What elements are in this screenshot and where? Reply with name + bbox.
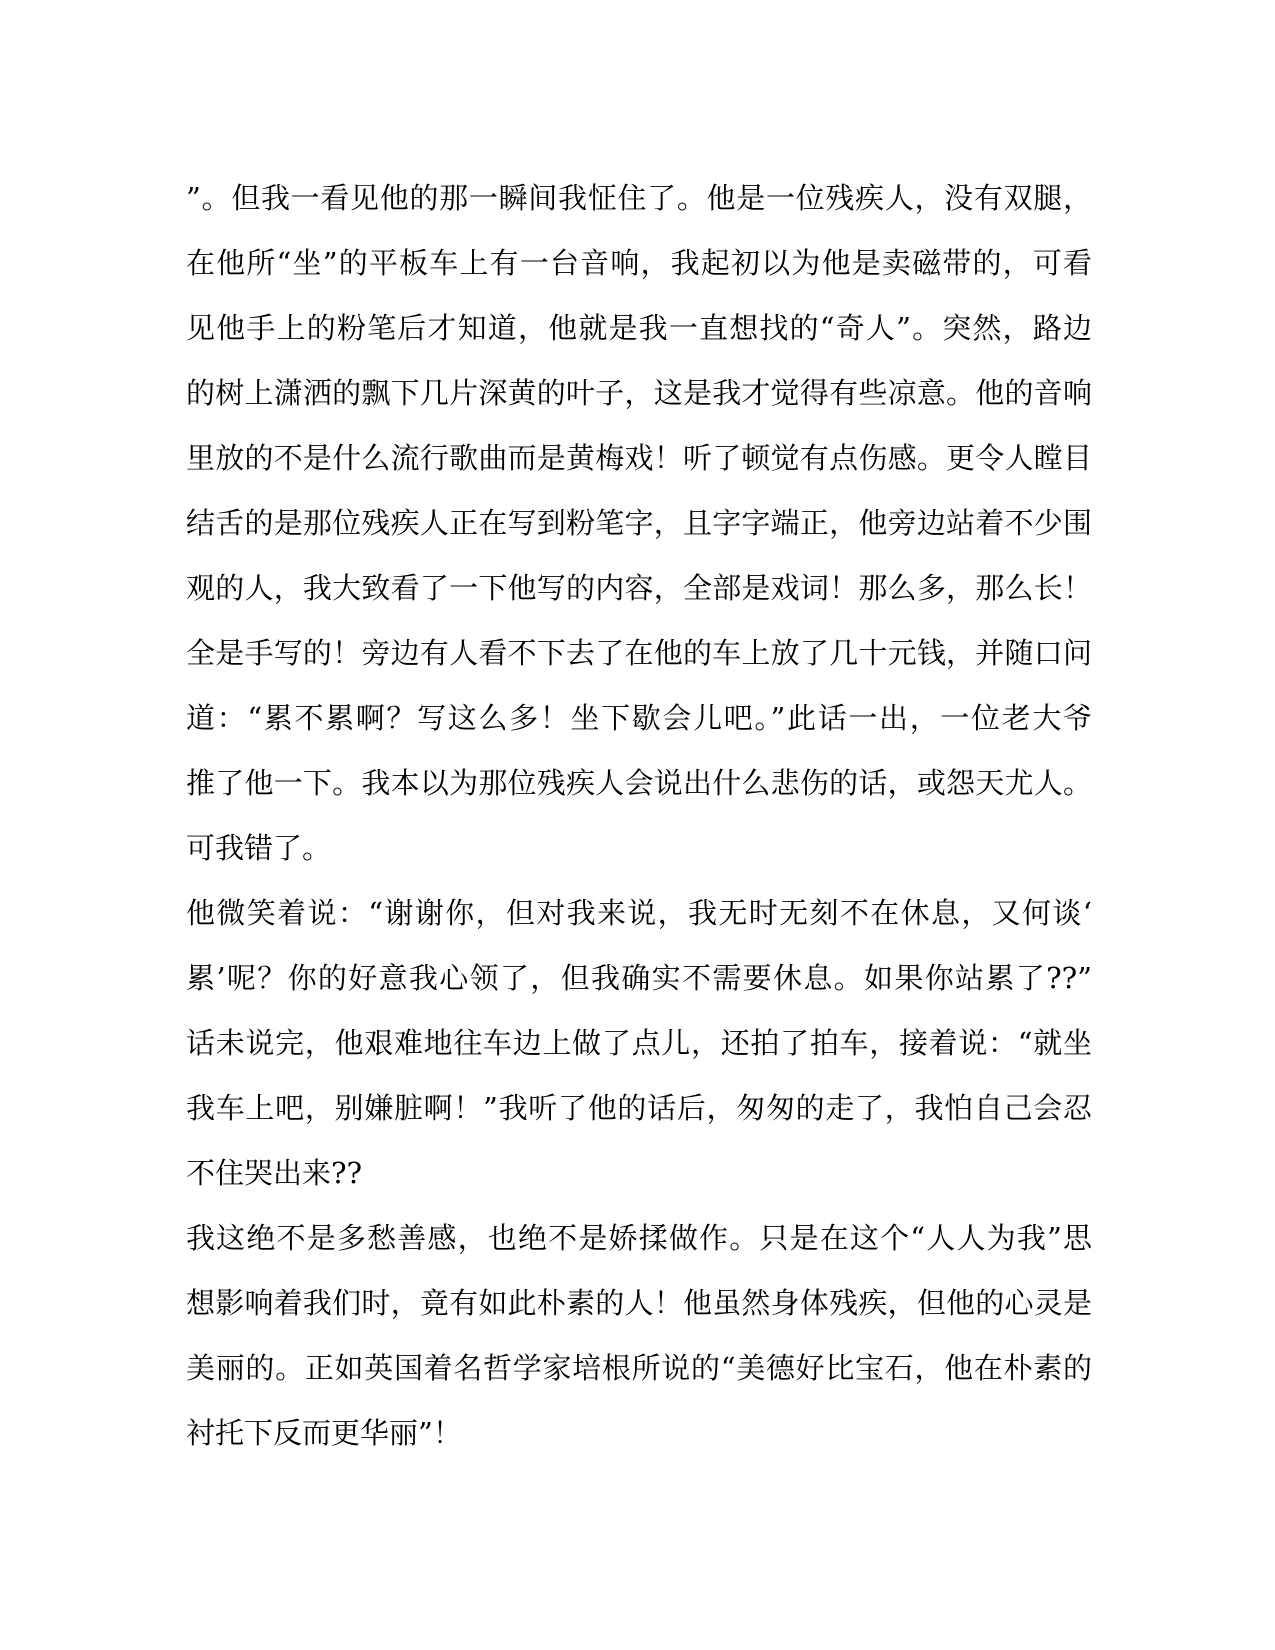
text-line: 观的人，我大致看了一下他写的内容，全部是戏词！那么多，那么长！ [186,571,1092,605]
body-text [186,166,1092,1466]
text-line: ”。但我一看见他的那一瞬间我怔住了。他是一位残疾人，没有双腿， [186,181,1092,215]
text-line: 话未说完，他艰难地往车边上做了点儿，还拍了拍车，接着说：“就坐 [186,1026,1092,1060]
text-line: 结舌的是那位残疾人正在写到粉笔字，且字字端正，他旁边站着不少围 [186,506,1092,540]
text-line: 想影响着我们时，竟有如此朴素的人！他虽然身体残疾，但他的心灵是 [186,1286,1092,1320]
text-line: 全是手写的！旁边有人看不下去了在他的车上放了几十元钱，并随口问 [186,636,1092,670]
text-line: 他微笑着说：“谢谢你，但对我来说，我无时无刻不在休息，又何谈‘ [186,896,1092,930]
text-line: 我车上吧，别嫌脏啊！”我听了他的话后，匆匆的走了，我怕自己会忍 [186,1091,1092,1125]
text-line: 衬托下反而更华丽”！ [186,1416,462,1450]
text-line: 我这绝不是多愁善感，也绝不是娇揉做作。只是在这个“人人为我”思 [186,1221,1092,1255]
text-line: 见他手上的粉笔后才知道，他就是我一直想找的“奇人”。突然，路边 [186,311,1092,345]
text-line: 道：“累不累啊？写这么多！坐下歇会儿吧。”此话一出，一位老大爷 [186,701,1092,735]
text-line: 不住哭出来?? [186,1156,363,1190]
text-line: 推了他一下。我本以为那位残疾人会说出什么悲伤的话，或怨天尤人。 [186,766,1092,800]
text-line: 里放的不是什么流行歌曲而是黄梅戏！听了顿觉有点伤感。更令人瞠目 [186,441,1092,475]
text-line: 可我错了。 [186,831,332,865]
text-line: 的树上潇洒的飘下几片深黄的叶子，这是我才觉得有些凉意。他的音响 [186,376,1092,410]
text-line: 累’呢？你的好意我心领了，但我确实不需要休息。如果你站累了??” [186,961,1092,995]
text-line: 美丽的。正如英国着名哲学家培根所说的“美德好比宝石，他在朴素的 [186,1351,1092,1385]
text-line: 在他所“坐”的平板车上有一台音响，我起初以为他是卖磁带的，可看 [186,246,1092,280]
